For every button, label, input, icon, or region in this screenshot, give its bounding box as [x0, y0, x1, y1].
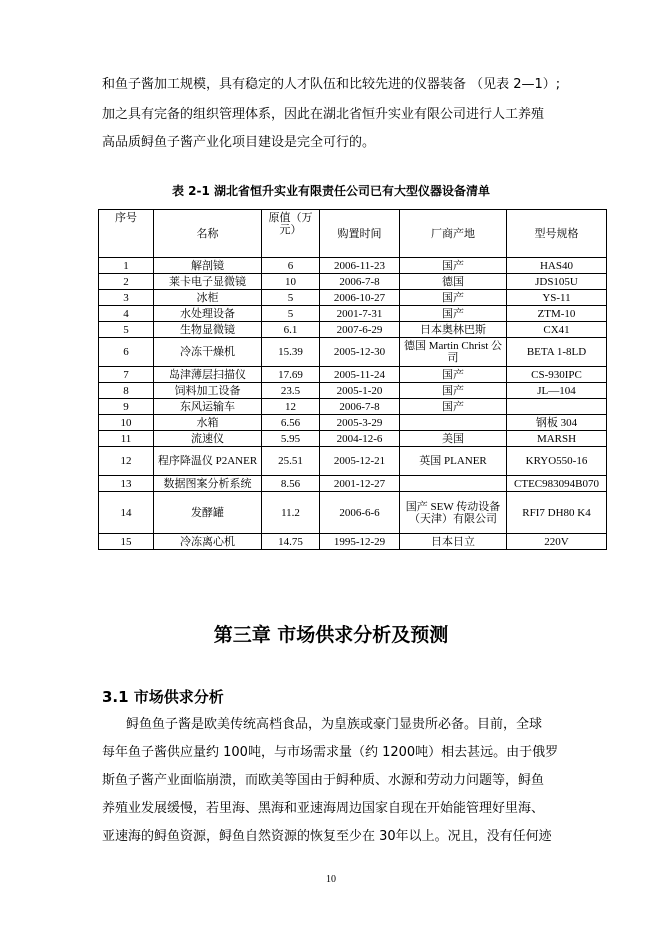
cell-price: 17.69: [262, 367, 320, 383]
cell-price: 6.56: [262, 415, 320, 431]
body-line-3: 斯鱼子酱产业面临崩溃，而欧美等国由于鲟种质、水源和劳动力问题等，鲟鱼: [102, 773, 545, 788]
cell-maker: 英国 PLANER: [400, 447, 507, 476]
cell-date: 2006-10-27: [320, 290, 400, 306]
cell-no: 9: [99, 399, 154, 415]
cell-maker: 德国 Martin Christ 公司: [400, 338, 507, 367]
table-row: [99, 274, 607, 290]
cell-price: 5.95: [262, 431, 320, 447]
cell-price: 23.5: [262, 383, 320, 399]
table-row: [99, 492, 607, 534]
table-row: [99, 290, 607, 306]
table-row: [99, 258, 607, 274]
intro-line-3: 高品质鲟鱼子酱产业化项目建设是完全可行的。: [102, 135, 376, 150]
cell-no: 15: [99, 534, 154, 550]
cell-no: 10: [99, 415, 154, 431]
cell-maker: 美国: [400, 431, 507, 447]
cell-no: 4: [99, 306, 154, 322]
table-row: [99, 415, 607, 431]
cell-date: 2006-7-8: [320, 274, 400, 290]
header-model: 型号规格: [507, 210, 607, 258]
cell-date: 2001-12-27: [320, 476, 400, 492]
cell-model: CX41: [507, 322, 607, 338]
section-title: 3.1 市场供求分析: [102, 688, 224, 706]
cell-name: 冷冻干燥机: [154, 338, 262, 367]
cell-name: 东风运输车: [154, 399, 262, 415]
cell-date: 2007-6-29: [320, 322, 400, 338]
cell-model: ZTM-10: [507, 306, 607, 322]
cell-model: 钢板 304: [507, 415, 607, 431]
cell-price: 12: [262, 399, 320, 415]
cell-no: 6: [99, 338, 154, 367]
cell-maker: 日本奥林巴斯: [400, 322, 507, 338]
cell-maker: 国产: [400, 290, 507, 306]
header-name: 名称: [154, 210, 262, 258]
cell-model: RFI7 DH80 K4: [507, 492, 607, 534]
table-row: [99, 383, 607, 399]
cell-name: 莱卡电子显微镜: [154, 274, 262, 290]
cell-date: 2005-11-24: [320, 367, 400, 383]
header-date: 购置时间: [320, 210, 400, 258]
cell-no: 12: [99, 447, 154, 476]
table-row: [99, 367, 607, 383]
cell-date: 2006-6-6: [320, 492, 400, 534]
cell-price: 5: [262, 290, 320, 306]
cell-maker: 国产: [400, 258, 507, 274]
cell-no: 14: [99, 492, 154, 534]
cell-date: 2004-12-6: [320, 431, 400, 447]
cell-maker: [400, 476, 507, 492]
header-maker: 厂商产地: [400, 210, 507, 258]
cell-date: 2006-11-23: [320, 258, 400, 274]
table-row: [99, 447, 607, 476]
cell-name: 水处理设备: [154, 306, 262, 322]
cell-price: 25.51: [262, 447, 320, 476]
cell-date: 2005-1-20: [320, 383, 400, 399]
cell-price: 6: [262, 258, 320, 274]
cell-date: 1995-12-29: [320, 534, 400, 550]
cell-no: 3: [99, 290, 154, 306]
cell-model: CTEC983094B070: [507, 476, 607, 492]
cell-model: [507, 399, 607, 415]
cell-name: 岛津薄层扫描仪: [154, 367, 262, 383]
cell-no: 5: [99, 322, 154, 338]
table-row: [99, 322, 607, 338]
cell-price: 10: [262, 274, 320, 290]
cell-no: 11: [99, 431, 154, 447]
body-line-1: 鲟鱼鱼子酱是欧美传统高档食品，为皇族或豪门显贵所必备。目前，全球: [126, 717, 543, 732]
cell-name: 冰柜: [154, 290, 262, 306]
cell-price: 15.39: [262, 338, 320, 367]
cell-name: 流速仪: [154, 431, 262, 447]
cell-name: 饲料加工设备: [154, 383, 262, 399]
intro-line-1: 和鱼子酱加工规模，具有稳定的人才队伍和比较先进的仪器装备 （见表 2—1）;: [102, 77, 561, 92]
header-no: 序号: [99, 210, 154, 258]
cell-model: 220V: [507, 534, 607, 550]
cell-no: 1: [99, 258, 154, 274]
cell-model: YS-11: [507, 290, 607, 306]
cell-maker: 国产: [400, 399, 507, 415]
cell-model: BETA 1-8LD: [507, 338, 607, 367]
cell-name: 生物显微镜: [154, 322, 262, 338]
cell-no: 2: [99, 274, 154, 290]
cell-name: 解剖镜: [154, 258, 262, 274]
cell-name: 水箱: [154, 415, 262, 431]
cell-name: 数据图案分析系统: [154, 476, 262, 492]
cell-date: 2005-12-21: [320, 447, 400, 476]
table-row: [99, 399, 607, 415]
cell-model: HAS40: [507, 258, 607, 274]
cell-model: JL—104: [507, 383, 607, 399]
cell-no: 8: [99, 383, 154, 399]
cell-no: 7: [99, 367, 154, 383]
cell-date: 2005-12-30: [320, 338, 400, 367]
table-row: [99, 338, 607, 367]
table-caption: 表 2-1 湖北省恒升实业有限责任公司已有大型仪器设备清单: [171, 184, 491, 198]
body-line-2: 每年鱼子酱供应量约 100吨，与市场需求量（约 1200吨）相去甚远。由于俄罗: [102, 745, 559, 760]
cell-price: 6.1: [262, 322, 320, 338]
chapter-title: 第三章 市场供求分析及预测: [213, 624, 449, 646]
cell-date: 2005-3-29: [320, 415, 400, 431]
intro-line-2: 加之具有完备的组织管理体系，因此在湖北省恒升实业有限公司进行人工养殖: [102, 107, 545, 122]
cell-maker: [400, 415, 507, 431]
cell-maker: 国产: [400, 383, 507, 399]
cell-no: 13: [99, 476, 154, 492]
cell-name: 冷冻离心机: [154, 534, 262, 550]
body-line-5: 亚速海的鲟鱼资源，鲟鱼自然资源的恢复至少在 30年以上。况且，没有任何迹: [102, 829, 552, 844]
header-price: 原值（万元）: [262, 210, 320, 258]
cell-price: 14.75: [262, 534, 320, 550]
cell-price: 8.56: [262, 476, 320, 492]
table-header-row: [99, 210, 607, 258]
table-row: [99, 431, 607, 447]
cell-maker: 国产 SEW 传动设备（天津）有限公司: [400, 492, 507, 534]
cell-date: 2006-7-8: [320, 399, 400, 415]
body-line-4: 养殖业发展缓慢，若里海、黑海和亚速海周边国家自现在开始能管理好里海、: [102, 801, 545, 816]
table-row: [99, 534, 607, 550]
cell-maker: 国产: [400, 367, 507, 383]
cell-model: CS-930IPC: [507, 367, 607, 383]
cell-model: KRYO550-16: [507, 447, 607, 476]
table-row: [99, 306, 607, 322]
cell-name: 发酵罐: [154, 492, 262, 534]
cell-model: MARSH: [507, 431, 607, 447]
cell-maker: 日本日立: [400, 534, 507, 550]
equipment-table: [98, 209, 607, 550]
cell-price: 11.2: [262, 492, 320, 534]
cell-model: JDS105U: [507, 274, 607, 290]
cell-maker: 国产: [400, 306, 507, 322]
cell-name: 程序降温仪 P2ANER: [154, 447, 262, 476]
cell-maker: 德国: [400, 274, 507, 290]
page-number: 10: [326, 874, 336, 885]
table-row: [99, 476, 607, 492]
cell-date: 2001-7-31: [320, 306, 400, 322]
cell-price: 5: [262, 306, 320, 322]
